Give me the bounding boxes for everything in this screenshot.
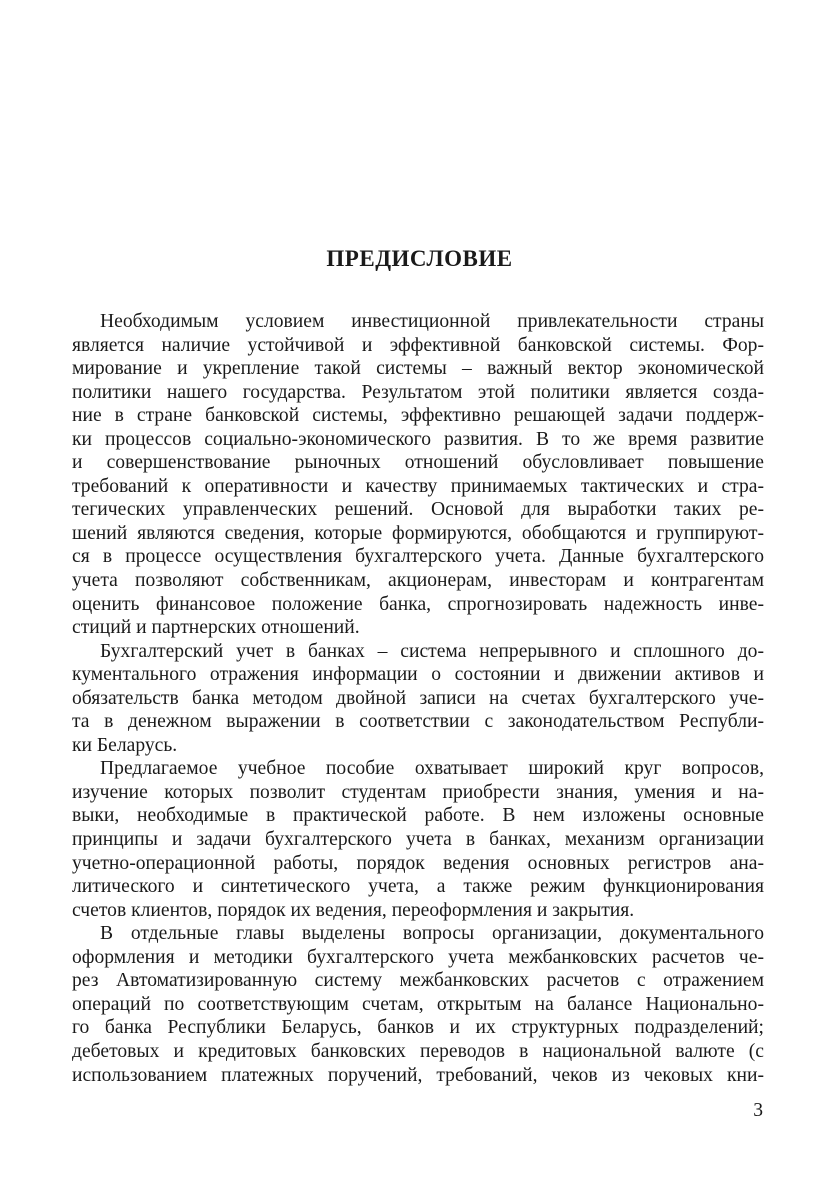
page-number: 3 [753,1100,763,1121]
text-line: литического и синтетического учета, а также режим функционирования [72,876,764,898]
text-line: мирование и укрепление такой системы – важный вектор экономической [72,358,764,380]
text-line: дебетовых и кредитовых банковских переводов в национальной валюте (с [72,1040,764,1062]
page-title: ПРЕДИСЛОВИЕ [326,246,513,271]
text-line: ки Беларусь. [72,734,178,756]
text-line: обязательств банка методом двойной записи на счетах бухгалтерского уче- [72,687,764,709]
text-line: требований к оперативности и качеству принимаемых тактических и стра- [72,475,764,497]
text-line: Необходимым условием инвестиционной привлекательности страны [100,311,764,332]
text-line: счетов клиентов, порядок их ведения, переоформления и закрытия. [72,899,635,921]
text-line: оценить финансовое положение банка, спрогнозировать надежность инве- [72,593,764,615]
text-line: рез Автоматизированную систему межбанковских расчетов с отражением [72,970,764,992]
text-line: ние в стране банковской системы, эффективно решающей задачи поддерж- [72,405,764,427]
text-line: изучение которых позволит студентам приобрести знания, умения и на- [72,781,764,803]
text-line: учетно-операционной работы, порядок ведения основных регистров ана- [72,852,764,874]
text-line: Предлагаемое учебное пособие охватывает широкий круг вопросов, [100,758,764,780]
text-line: принципы и задачи бухгалтерского учета в банках, механизм организации [72,829,764,851]
text-line: выки, необходимые в практической работе. В нем изложены основные [72,805,764,827]
text-line: Бухгалтерский учет в банках – система непрерывного и сплошного до- [100,640,764,662]
text-line: кументального отражения информации о состоянии и движении активов и [72,664,764,686]
text-line: В отдельные главы выделены вопросы организации, документального [100,923,764,945]
text-line: является наличие устойчивой и эффективной банковской системы. Фор- [72,334,764,356]
body-text [72,310,764,1087]
text-line: оформления и методики бухгалтерского учета межбанковских расчетов че- [72,946,764,968]
text-line: тегических управленческих решений. Основой для выработки таких ре- [72,499,764,521]
text-line: операций по соответствующим счетам, открытым на балансе Национально- [72,993,764,1015]
text-line: ся в процессе осуществления бухгалтерского учета. Данные бухгалтерского [72,546,764,568]
text-line: политики нашего государства. Результатом этой политики является созда- [72,381,764,403]
text-line: го банка Республики Беларусь, банков и их структурных подразделений; [72,1017,764,1039]
text-line: использованием платежных поручений, требований, чеков из чековых кни- [72,1064,764,1086]
text-line: стиций и партнерских отношений. [72,617,360,639]
text-line: шений являются сведения, которые формируются, обобщаются и группируют- [72,522,764,544]
text-line: ки процессов социально-экономического развития. В то же время развитие [72,428,764,450]
text-line: та в денежном выражении в соответствии с законодательством Республи- [72,711,764,733]
text-line: учета позволяют собственникам, акционерам, инвесторам и контрагентам [72,570,764,592]
text-line: и совершенствование рыночных отношений обусловливает повышение [72,452,764,474]
